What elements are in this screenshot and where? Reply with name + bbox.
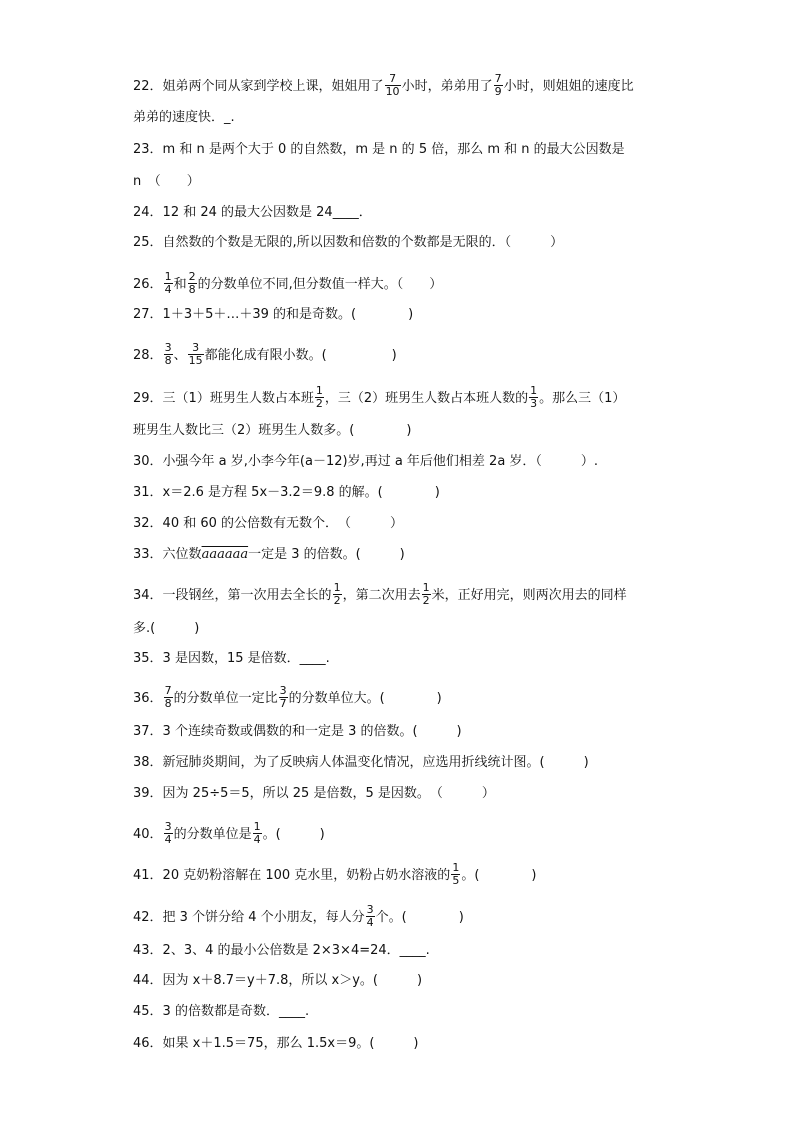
fraction: $\frac{3}{15}$ <box>188 341 203 367</box>
fraction: $\frac{3}{8}$ <box>164 341 172 367</box>
q34: 34．一段钢丝，第一次用去全长的 $\frac{1}{2}$ ，第二次用去 $\frac{1}{2}$ 米，正好用完，则两次用去的同样 <box>133 581 627 607</box>
q24: 24．12 和 24 的最大公因数是 24____． <box>133 205 372 220</box>
q-text: 小时，则姐姐的速度比 <box>503 79 634 94</box>
q23-cont: n （ ） <box>133 174 200 189</box>
q28: 28． $\frac{3}{8}$ 、 $\frac{3}{15}$ 都能化成有限小数。( ) <box>133 341 397 367</box>
q-number: 22 <box>133 79 150 94</box>
fraction: $\frac{3}{7}$ <box>279 684 287 710</box>
fraction: $\frac{1}{5}$ <box>452 861 460 887</box>
q38: 38．新冠肺炎期间，为了反映病人体温变化情况，应选用折线统计图。( ) <box>133 755 589 770</box>
q42: 42．把 3 个饼分给 4 个小朋友，每人分 $\frac{3}{4}$ 个。( ) <box>133 903 464 929</box>
q29: 29．三（1）班男生人数占本班 $\frac{1}{2}$ ，三（2）班男生人数占本班人数的 $\frac{1}{3}$ 。那么三（1） <box>133 384 626 410</box>
q22-cont: 弟弟的速度快．_. <box>133 110 235 125</box>
q26: 26． $\frac{1}{4}$ 和 $\frac{2}{8}$ 的分数单位不同,但分数值一样大。（ ） <box>133 270 443 296</box>
q32: 32．40 和 60 的公倍数有无数个． （ ） <box>133 516 404 531</box>
fraction: $\frac{7}{10}$ <box>385 72 400 98</box>
q22 <box>133 74 634 99</box>
q46: 46．如果 x＋1.5＝75，那么 1.5x＝9。( ) <box>133 1036 419 1051</box>
q29-cont: 班男生人数比三（2）班男生人数多。( ) <box>133 423 412 438</box>
fraction: $\frac{2}{8}$ <box>188 270 196 296</box>
fraction: $\frac{1}{2}$ <box>315 384 323 410</box>
q34-cont: 多.( ) <box>133 621 200 636</box>
fraction: $\frac{1}{2}$ <box>422 581 430 607</box>
q31: 31．x＝2.6 是方程 5x－3.2＝9.8 的解。( ) <box>133 485 440 500</box>
q35: 35．3 是因数，15 是倍数．____. <box>133 651 330 666</box>
fraction: $\frac{3}{4}$ <box>164 820 172 846</box>
q-text: 小时，弟弟用了 <box>401 79 493 94</box>
fraction: $\frac{1}{4}$ <box>164 270 172 296</box>
q39: 39．因为 25÷5＝5，所以 25 是倍数，5 是因数。 （ ） <box>133 786 495 801</box>
fraction: $\frac{1}{4}$ <box>253 820 261 846</box>
q43: 43．2、3、4 的最小公倍数是 2×3×4=24．____. <box>133 943 430 958</box>
q45: 45．3 的倍数都是奇数．____. <box>133 1004 310 1019</box>
q36: 36． $\frac{7}{8}$ 的分数单位一定比 $\frac{3}{7}$ 的分数单位大。( ) <box>133 684 442 710</box>
q27: 27．1＋3＋5＋…＋39 的和是奇数。( ) <box>133 307 414 322</box>
q37: 37．3 个连续奇数或偶数的和一定是 3 的倍数。( ) <box>133 724 462 739</box>
fraction: $\frac{1}{3}$ <box>530 384 538 410</box>
fraction: $\frac{3}{4}$ <box>366 903 374 929</box>
q23: 23．m 和 n 是两个大于 0 的自然数，m 是 n 的 5 倍，那么 m 和 n 的最大公因数是 <box>133 142 625 157</box>
fraction: $\frac{7}{8}$ <box>164 684 172 710</box>
q44: 44．因为 x＋8.7＝y＋7.8，所以 x＞y。( ) <box>133 973 423 988</box>
q33: 33．六位数aaaaaa一定是 3 的倍数。( ) <box>133 547 405 562</box>
q-text: ．姐弟两个同从家到学校上课，姐姐用了 <box>149 79 384 94</box>
q41: 41．20 克奶粉溶解在 100 克水里，奶粉占奶水溶液的 $\frac{1}{5}$ 。( ) <box>133 861 537 887</box>
q30: 30．小强今年 a 岁,小李今年(a－12)岁,再过 a 年后他们相差 2a 岁．（ ）. <box>133 454 599 469</box>
fraction: $\frac{1}{2}$ <box>333 581 341 607</box>
q40: 40． $\frac{3}{4}$ 的分数单位是 $\frac{1}{4}$ 。( ) <box>133 820 325 846</box>
q25: 25．自然数的个数是无限的,所以因数和倍数的个数都是无限的．（ ） <box>133 235 564 250</box>
overlined-number: aaaaaa <box>201 547 249 562</box>
fraction: $\frac{7}{9}$ <box>494 72 502 98</box>
